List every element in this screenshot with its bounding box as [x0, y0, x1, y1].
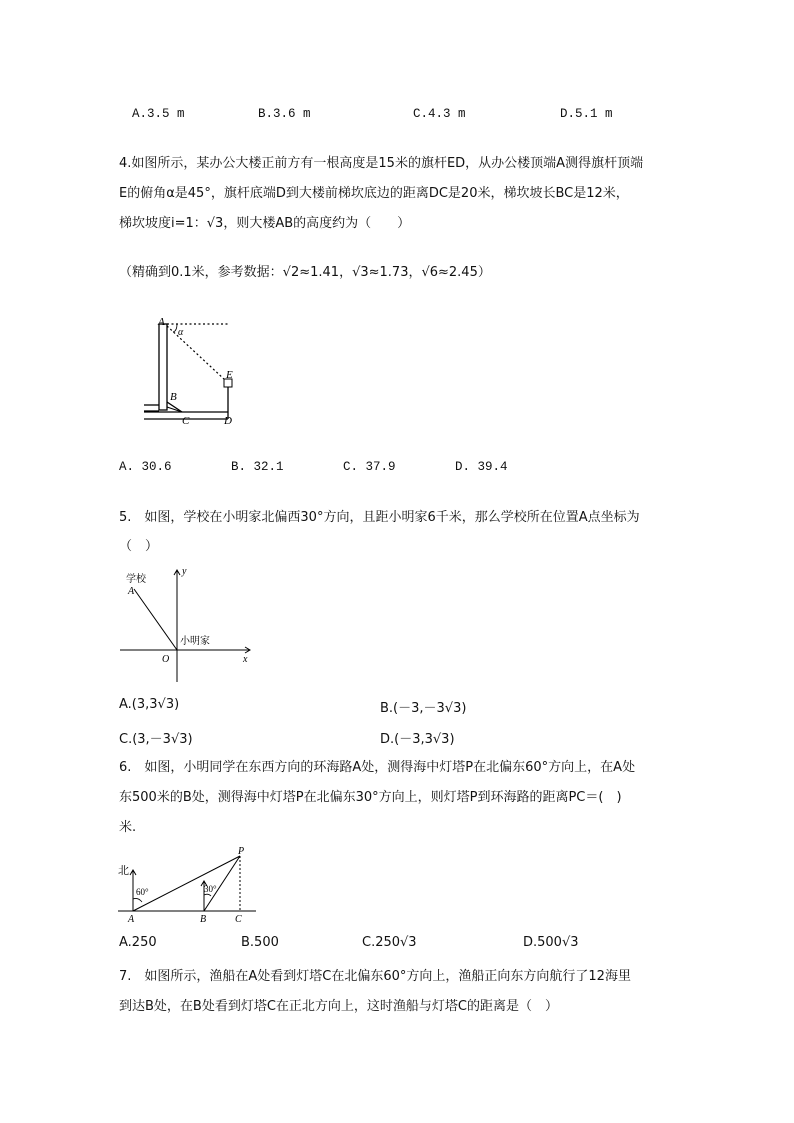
q6-option-d: D.500√3 — [523, 935, 579, 950]
q6-option-b: B.500 — [241, 935, 279, 950]
q6-label-b: B — [200, 914, 207, 925]
q6-figure — [116, 845, 261, 927]
q6-option-a: A.250 — [119, 935, 157, 950]
q5-option-a: A.(3,3√3) — [119, 697, 180, 712]
q4-precision-note: （精确到0.1米，参考数据：√2≈1.41，√3≈1.73，√6≈2.45） — [119, 265, 491, 280]
q4-stem-line1: 4.如图所示，某办公大楼正前方有一根高度是15米的旗杆ED，从办公楼顶端A测得旗杆顶端 — [119, 156, 644, 171]
q4-option-c: C. 37.9 — [343, 460, 396, 474]
q4-label-a: A — [158, 316, 165, 328]
q6-label-c: C — [235, 914, 242, 925]
q3-option-b: B.3.6 m — [258, 107, 311, 121]
q7-stem-line2: 到达B处，在B处看到灯塔C在正北方向上，这时渔船与灯塔C的距离是（ ） — [119, 999, 558, 1014]
q4-label-e: E — [226, 369, 233, 381]
q4-label-c: C — [182, 415, 190, 427]
q5-option-c: C.(3,－3√3) — [119, 732, 193, 747]
q5-stem-line1: 5. 如图，学校在小明家北偏西30°方向，且距小明家6千米，那么学校所在位置A点坐标为 — [119, 510, 640, 525]
q5-option-d: D.(－3,3√3) — [380, 732, 455, 747]
q4-label-b: B — [170, 391, 177, 403]
q4-label-alpha: α — [178, 327, 184, 338]
q5-label-y: y — [182, 566, 187, 577]
q5-label-x: x — [243, 654, 248, 665]
q4-figure — [140, 312, 250, 427]
q7-stem-line1: 7. 如图所示，渔船在A处看到灯塔C在北偏东60°方向上，渔船正向东方向航行了12海里 — [119, 969, 631, 984]
q6-label-a: A — [128, 914, 135, 925]
q3-option-c: C.4.3 m — [413, 107, 466, 121]
q6-label-30: 30° — [204, 884, 217, 894]
q6-label-north: 北 — [118, 864, 129, 877]
q3-option-a: A.3.5 m — [132, 107, 185, 121]
q4-option-a: A. 30.6 — [119, 460, 172, 474]
q5-figure — [118, 564, 258, 686]
q3-option-d: D.5.1 m — [560, 107, 613, 121]
q6-stem-line3: 米. — [119, 820, 137, 835]
q5-label-home: 小明家 — [180, 636, 210, 647]
q6-label-p: P — [238, 846, 245, 857]
q4-option-d: D. 39.4 — [455, 460, 508, 474]
q4-label-d: D — [224, 415, 232, 427]
q5-label-o: O — [162, 654, 170, 665]
q4-stem-line3: 梯坎坡度i=1：√3，则大楼AB的高度约为（ ） — [119, 216, 411, 231]
q4-option-b: B. 32.1 — [231, 460, 284, 474]
q6-option-c: C.250√3 — [362, 935, 417, 950]
q5-option-b: B.(－3,－3√3) — [380, 701, 467, 716]
q6-label-60: 60° — [136, 887, 149, 897]
q6-stem-line2: 东500米的B处，测得海中灯塔P在北偏东30°方向上，则灯塔P到环海路的距离PC＝( ) — [119, 790, 622, 805]
q4-stem-line2: E的俯角α是45°，旗杆底端D到大楼前梯坎底边的距离DC是20米，梯坎坡长BC是12米， — [119, 186, 629, 201]
q6-stem-line1: 6. 如图，小明同学在东西方向的环海路A处，测得海中灯塔P在北偏东60°方向上，在A处 — [119, 760, 636, 775]
q5-label-school: 学校 — [126, 574, 146, 585]
q5-stem-line2: （ ） — [119, 539, 159, 554]
q5-label-a: A — [128, 586, 135, 597]
